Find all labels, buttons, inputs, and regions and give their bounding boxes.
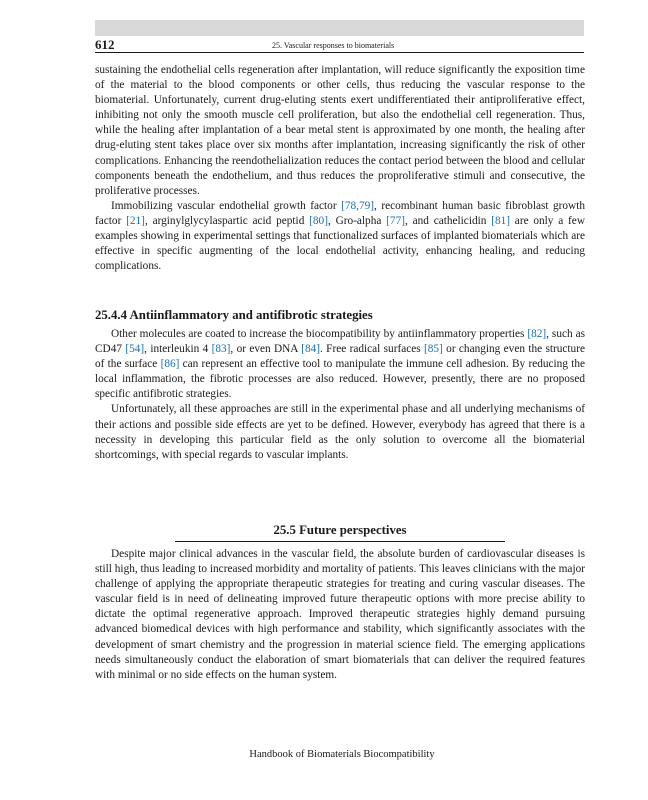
citation-link[interactable]: [21] bbox=[126, 214, 145, 227]
text-block-antiinflammatory bbox=[95, 327, 585, 463]
paragraph-reendothelialization: sustaining the endothelial cells regeneration after implantation, will reduce significantly the exposition time of the material to the blood components or other cells, thus reducing the vascular response to the biomaterial. Unfortunately, current drug-eluting stents exert undifferentiated their antiproliferative effect, inhibiting not only the smooth muscle cell proliferation, but also the endothelial cell regeneration. Thus, while the healing after implantation of a bear metal stent is approximated by one month, the healing after drug-eluting stent takes place over six months after implantation, increasing significantly the risk of other complications. Enhancing the reendothelialization reduces the contact period between the blood and cellular components beneath the endothelium, and thus reduces the proproliferative stimuli and consecutive, the proliferative processes. bbox=[95, 64, 585, 197]
section-heading-antiinflammatory: 25.4.4 Antiinflammatory and antifibrotic strategies bbox=[95, 308, 373, 322]
text-span: can represent an effective tool to manipulate the immune cell adhesion. By reducing the local inflammation, the fibrotic processes are also reduced. However, presently, there are no proposed specific antifibrotic strategies. bbox=[95, 358, 586, 401]
citation-link[interactable]: [81] bbox=[491, 214, 511, 227]
text-span: , or even DNA bbox=[230, 343, 302, 356]
text-span: , arginylglycylaspartic acid peptid bbox=[144, 214, 310, 227]
paragraph-functionalized-surfaces bbox=[95, 199, 585, 274]
section-heading-future-perspectives: 25.5 Future perspectives bbox=[273, 523, 407, 537]
paragraph-coatings bbox=[95, 327, 585, 402]
citation-link[interactable]: [77] bbox=[386, 214, 405, 227]
text-span: are only a few examples showing in experimental settings that functionalized surfaces of implanted biomaterials which are effective in specific augmenting of the local endothelial activity, enhancing healing, and reducing complications. bbox=[95, 214, 585, 273]
citation-link[interactable]: [78,79] bbox=[341, 199, 375, 212]
footer-book-title: Handbook of Biomaterials Biocompatibility bbox=[249, 749, 435, 760]
text-span: Immobilizing vascular endothelial growth factor bbox=[111, 199, 342, 212]
text-span: , and cathelicidin bbox=[405, 214, 492, 227]
text-span: Other molecules are coated to increase the biocompatibility by antiinflammatory properties bbox=[111, 328, 528, 340]
header-rule bbox=[95, 52, 584, 53]
citation-link[interactable]: [83] bbox=[211, 343, 231, 356]
citation-link[interactable]: [84] bbox=[301, 343, 321, 356]
running-head: 25. Vascular responses to biomaterials bbox=[272, 41, 395, 50]
text-block-future bbox=[95, 547, 585, 683]
citation-link[interactable]: [82] bbox=[527, 328, 547, 340]
citation-link[interactable]: [85] bbox=[424, 343, 443, 356]
text-span: , interleukin 4 bbox=[144, 343, 212, 356]
page-number: 612 bbox=[95, 37, 115, 52]
paragraph-experimental-phase: Unfortunately, all these approaches are still in the experimental phase and all underlying mechanisms of their actions and possible side effects are yet to be defined. However, everybody has agreed that there is a necessity in developing this particular field as the only solution to overcome all the biomaterial shortcomings, with special regards to vascular implants. bbox=[95, 403, 585, 461]
citation-link[interactable]: [86] bbox=[160, 358, 180, 371]
header-bar bbox=[95, 20, 584, 36]
paragraph-future-perspectives: Despite major clinical advances in the vascular field, the absolute burden of cardiovascular diseases is still high, thus leading to increased morbidity and mortality of patients. This leaves clinicians with the major challenge of applying the appropriate therapeutic strategies for treating and curing vascular diseases. The vascular field is in need of delineating improved future therapeutic options with more precise ability to dictate the optimal regenerative approach. Improved therapeutic strategies highly demand pursuing advanced biomedical devices with high performance and stability, which significantly associates with the development of smart chemistry and the progression in material science field. The emerging applications needs simultaneously conduct the elaboration of smart biomaterials that can deliver the required features with minimal or no side effects on the human system. bbox=[95, 548, 585, 681]
text-span: , Gro-alpha bbox=[327, 214, 387, 227]
citation-link[interactable]: [80] bbox=[309, 214, 328, 227]
text-span: . Free radical surfaces bbox=[320, 343, 424, 356]
text-span: , such as CD47 bbox=[95, 328, 585, 356]
text-span: or changing even the structure of the surface bbox=[95, 343, 585, 371]
heading-rule bbox=[175, 541, 505, 542]
text-block-intro bbox=[95, 63, 585, 274]
citation-link[interactable]: [54] bbox=[125, 343, 145, 356]
text-span: , recombinant human basic fibroblast growth factor bbox=[95, 199, 586, 227]
